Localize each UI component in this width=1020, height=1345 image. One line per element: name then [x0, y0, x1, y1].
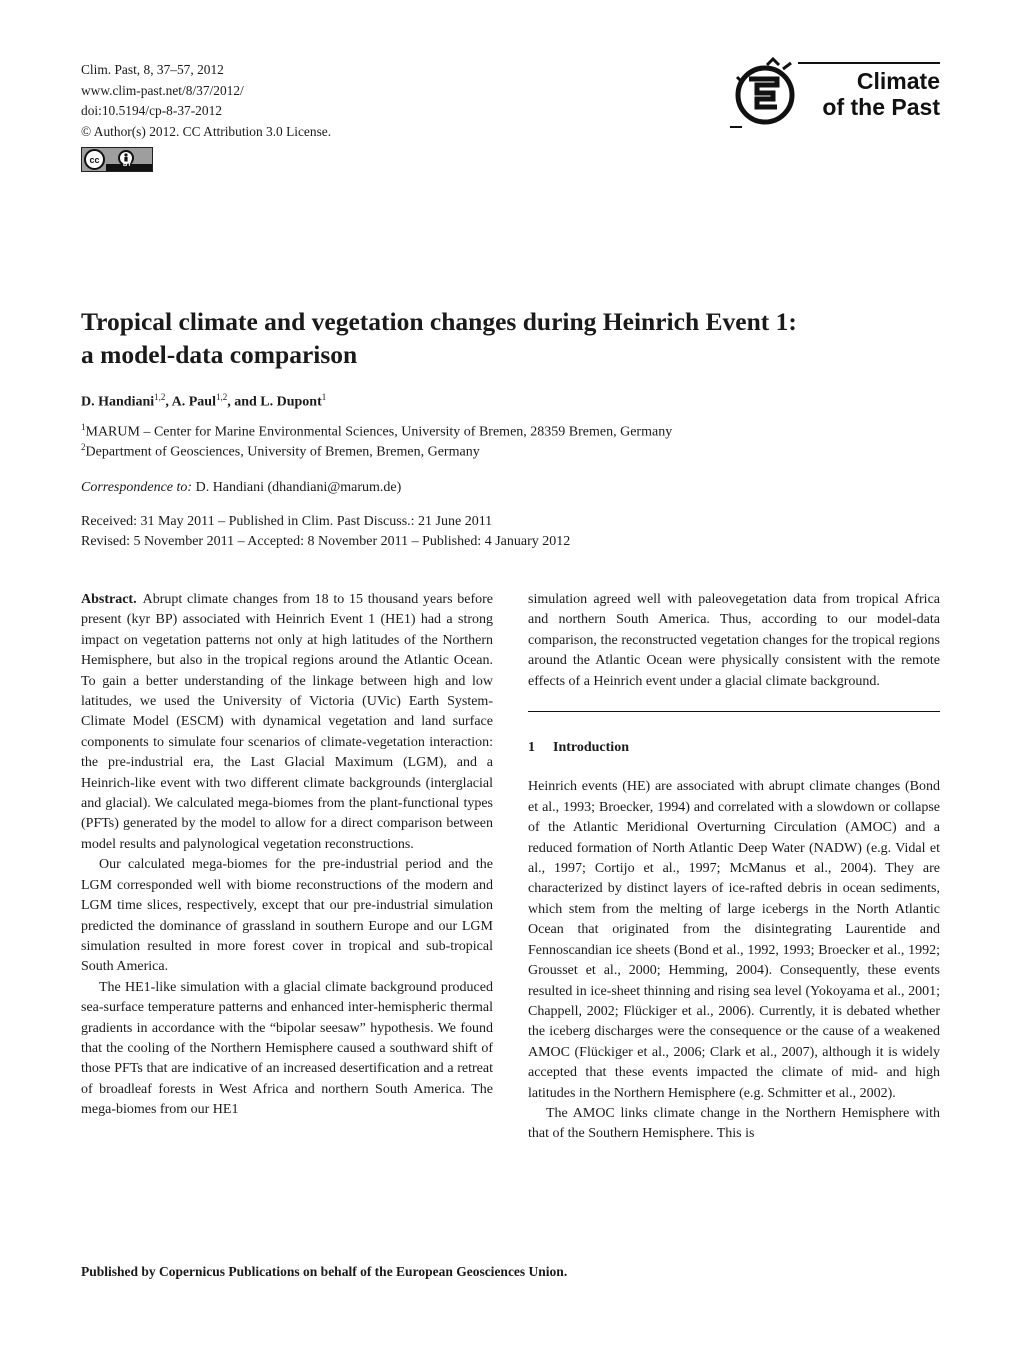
- publication-dates: [81, 512, 570, 552]
- journal-name: [822, 68, 940, 120]
- journal-url[interactable]: www.clim-past.net/8/37/2012/: [81, 82, 244, 98]
- section-number: 1: [528, 740, 535, 756]
- affiliation: [81, 442, 480, 461]
- climate-of-the-past-logo-icon: [733, 57, 799, 129]
- abstract-paragraph-continued: simulation agreed well with paleovegetation data from tropical Africa and northern South America. Thus, according to our model-data comparison, the reconstructed vegetation changes for the tropical regions around the Atlantic Ocean were physically consistent with the remote effects of a Heinrich event under a glacial climate background.: [528, 592, 940, 689]
- author-name: and L. Dupont: [234, 394, 322, 410]
- section-title: Introduction: [553, 740, 629, 756]
- section-divider: [528, 711, 940, 712]
- dates-line2: Revised: 5 November 2011 – Accepted: 8 November 2011 – Published: 4 January 2012: [81, 534, 571, 549]
- correspondence-contact[interactable]: D. Handiani (dhandiani@marum.de): [195, 480, 402, 495]
- intro-paragraph: Heinrich events (HE) are associated with abrupt climate changes (Bond et al., 1993; Broecker, 1994) and correlated with a slowdown or collapse of the Atlantic Meridional Overturning Circulation (AMOC) and a reduced formation of North Atlantic Deep Water (NADW) (e.g. Vidal et al., 1997; Cortijo et al., 1997; McManus et al., 2004). They are characterized by distinct layers of ice-rafted debris in ocean sediments, which stem from the melting of large icebergs in the North Atlantic Ocean that originated from the disintegrating Laurentide and Fennoscandian ice sheets (Bond et al., 1992, 1993; Broecker et al., 1992; Grousset et al., 2000; Hemming, 2004). Consequently, these events resulted in ice-sheet thinning and rising sea level (Yokoyama et al., 2001; Chappell, 2002; Flückiger et al., 2006). Currently, it is debated whether the iceberg discharges were the consequence or the cause of a weakened AMOC (Flückiger et al., 2006; Clark et al., 2007), although it is widely accepted that these events impacted the climate of mid- and high latitudes in the Northern Hemisphere (e.g. Schmitter et al., 2002).: [528, 779, 940, 1101]
- paper-title-line1: Tropical climate and vegetation changes during Heinrich Event 1:: [81, 307, 797, 336]
- paper-title: [81, 305, 941, 371]
- cc-by-badge[interactable]: [81, 147, 153, 172]
- affiliation-text: MARUM – Center for Marine Environmental Sciences, University of Bremen, 28359 Bremen, Germany: [85, 424, 673, 440]
- author-list: D. Handiani$^{1,2}$, A. Paul$^{1,2}$, and L. Dupont$^1$: [81, 392, 327, 410]
- abstract-paragraph: The HE1-like simulation with a glacial climate background produced sea-surface temperature patterns and enhanced inter-hemispheric thermal gradients in accordance with the “bipolar seesaw” hypothesis. We found that the cooling of the Northern Hemisphere caused a southward shift of those PFTs that are indicative of an increased desertification and a retreat of broadleaf forests in West Africa and northern South America. The mega-biomes from our HE1: [81, 979, 493, 1118]
- dates-line1: Received: 31 May 2011 – Published in Clim. Past Discuss.: 21 June 2011: [81, 514, 493, 529]
- right-column: [528, 590, 940, 1145]
- author-name: A. Paul: [171, 394, 216, 410]
- journal-logo: [730, 55, 940, 135]
- author-affiliation-ref: 1,2: [154, 392, 166, 402]
- abstract-text: Abrupt climate changes from 18 to 15 thousand years before present (kyr BP) associated with Heinrich Event 1 (HE1) had a strong impact on vegetation patterns not only at high latitudes of the Northern Hemisphere, but also in the tropical regions around the Atlantic Ocean. To gain a better understanding of the linkage between high and low latitudes, we used the University of Victoria (UVic) Earth System-Climate Model (ESCM) with dynamical vegetation and land surface components to simulate four scenarios of climate-vegetation interaction: the pre-industrial era, the Last Glacial Maximum (LGM), and a Heinrich-like event with two different climate backgrounds (interglacial and glacial). We calculated mega-biomes from the plant-functional types (PFTs) generated by the model to allow for a direct comparison between model results and palynological vegetation reconstructions.: [81, 592, 493, 852]
- abstract-paragraph: [81, 590, 493, 855]
- affiliation: [81, 422, 672, 441]
- affiliation-number: 1: [81, 422, 86, 432]
- journal-name-line1: Climate: [856, 68, 940, 94]
- affiliation-number: 2: [81, 442, 86, 452]
- publisher-footer: Published by Copernicus Publications on behalf of the European Geosciences Union.: [81, 1264, 568, 1279]
- author-affiliation-ref: 1: [321, 392, 327, 402]
- author-name: D. Handiani: [81, 394, 155, 410]
- cc-by-label: BY: [123, 162, 132, 168]
- logo-rule-bottom: [730, 126, 742, 128]
- logo-rule-top: [798, 62, 940, 64]
- cc-by-strip: [106, 164, 152, 171]
- correspondence-label: Correspondence to:: [81, 480, 193, 495]
- abstract-heading: Abstract.: [81, 592, 137, 607]
- author-affiliation-ref: 1,2: [215, 392, 228, 402]
- section-heading: [528, 738, 940, 758]
- paper-title-line2: a model-data comparison: [81, 340, 358, 369]
- doi[interactable]: doi:10.5194/cp-8-37-2012: [81, 103, 222, 118]
- cc-icon: cc: [84, 149, 105, 170]
- affiliation-text: Department of Geosciences, University of Bremen, Bremen, Germany: [85, 444, 480, 460]
- abstract-paragraph: Our calculated mega-biomes for the pre-industrial period and the LGM corresponded well with biome reconstructions of the modern and LGM time slices, respectively, except that our pre-industrial simulation predicted the dominance of grassland in southern Europe and our LGM simulation resulted in more forest cover in tropical and sub-tropical South America.: [81, 857, 493, 975]
- citation: Clim. Past, 8, 37–57, 2012: [81, 62, 224, 77]
- license-text: © Author(s) 2012. CC Attribution 3.0 License.: [81, 123, 332, 139]
- correspondence: [81, 480, 401, 496]
- journal-name-line2: of the Past: [822, 94, 940, 120]
- intro-paragraph: The AMOC links climate change in the Northern Hemisphere with that of the Southern Hemisphere. This is: [528, 1105, 940, 1142]
- article-header-info: [81, 60, 331, 142]
- left-column: [81, 590, 493, 1121]
